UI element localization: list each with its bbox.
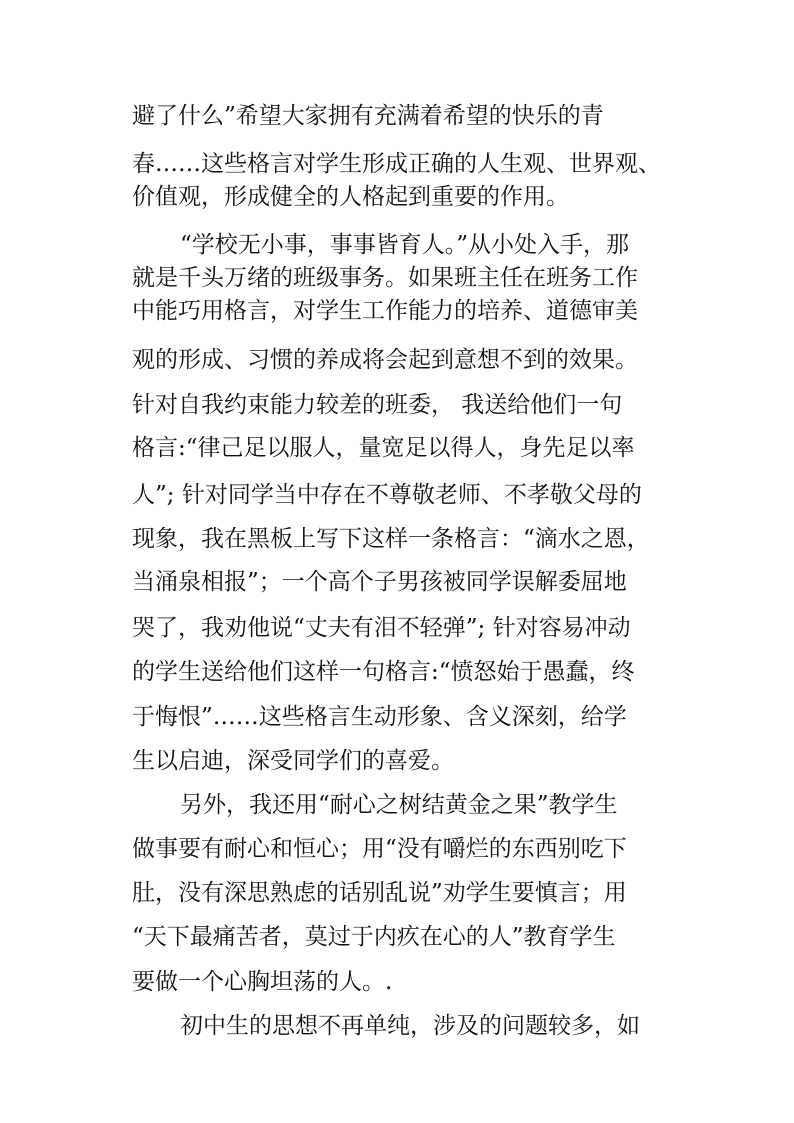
text-line-13: 哭了，我劝他说“丈夫有泪不轻弹”; 针对容易冲动	[132, 615, 631, 641]
text-line-7: 观的形成、习惯的养成将会起到意想不到的效果。	[132, 347, 638, 373]
text-line-18: 做事要有耐心和恒心；用“没有嚼烂的东西别吃下	[132, 836, 627, 862]
text-line-19: 肚，没有深思熟虑的话别乱说”劝学生要慎言；用	[132, 880, 627, 906]
text-line-9: 格言:“律己足以服人，量宽足以得人，身先足以率	[132, 435, 635, 461]
text-line-15: 于悔恨”……这些格言生动形象、含义深刻，给学	[132, 704, 627, 730]
text-line-11: 现象，我在黑板上写下这样一条格言：“滴水之恩，	[132, 526, 650, 552]
text-line-21: 要做一个心胸坦荡的人。.	[132, 969, 393, 995]
text-line-5: 就是千头万绪的班级事务。如果班主任在班务工作	[132, 265, 638, 291]
text-line-10: 人”; 针对同学当中存在不尊敬老师、不孝敬父母的	[132, 482, 642, 508]
text-line-14: 的学生送给他们这样一句格言:“愤怒始于愚蠢，终	[132, 659, 635, 685]
text-line-6: 中能巧用格言，对学生工作能力的培养、道德审美	[132, 298, 638, 324]
text-line-16: 生以启迪，深受同学们的喜爱。	[132, 748, 454, 774]
text-line-22: 初中生的思想不再单纯，涉及的问题较多，如	[180, 1013, 640, 1039]
text-line-1: 避了什么”希望大家拥有充满着希望的快乐的青	[132, 103, 604, 129]
text-line-4: “学校无小事，事事皆育人。”从小处入手，那	[180, 232, 630, 258]
text-line-12: 当涌泉相报”；一个高个子男孩被同学误解委屈地	[132, 569, 627, 595]
text-line-2: 春……这些格言对学生形成正确的人生观、世界观、	[132, 151, 661, 177]
text-line-17: 另外，我还用“耐心之树结黄金之果”教学生	[180, 792, 618, 818]
text-line-8: 针对自我约束能力较差的班委， 我送给他们一句	[132, 392, 623, 418]
text-line-3: 价值观，形成健全的人格起到重要的作用。	[132, 184, 569, 210]
text-line-20: “天下最痛苦者，莫过于内疚在心的人”教育学生	[132, 924, 616, 950]
